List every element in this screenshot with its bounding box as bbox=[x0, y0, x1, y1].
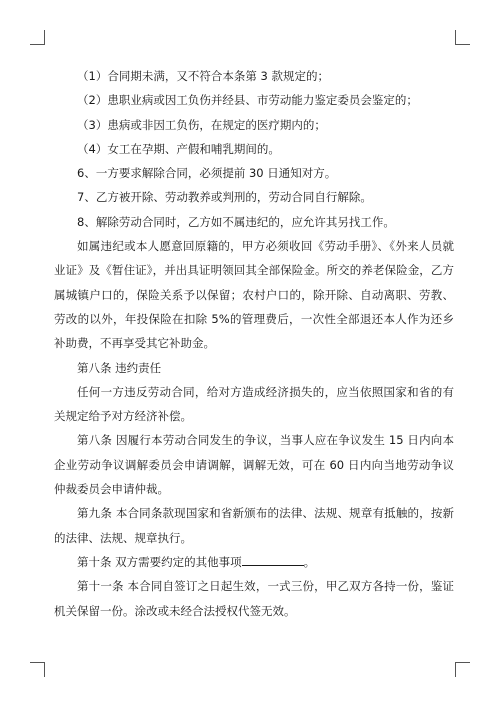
paragraph-clause-7: 7、乙方被开除、劳动教养或判刑的，劳动合同自行解除。 bbox=[77, 190, 372, 205]
fill-in-blank bbox=[242, 553, 304, 566]
crop-mark-bottom-left bbox=[30, 662, 45, 677]
paragraph-dispute: 第八条 因履行本劳动合同发生的争议，当事人应在争议发生 15 日内向本企业劳动争议调解委员会申请调解，调解无效，可在 60 日内向当地劳动争议仲裁委员会申请仲裁。 bbox=[54, 433, 454, 497]
heading-article-8: 第八条 违约责任 bbox=[77, 360, 162, 375]
paragraph-clause-8: 8、解除劳动合同时，乙方如不属违纪的，应允许其另找工作。 bbox=[77, 214, 395, 229]
paragraph-article-9: 第九条 本合同条款现国家和省新颁布的法律、法规、规章有抵触的，按新的法律、法规、规章执行。 bbox=[54, 506, 454, 545]
paragraph-item-1: （1）合同期未满，又不符合本条第 3 款规定的； bbox=[77, 69, 329, 83]
paragraph-item-3: （3）患病或非因工负伤，在规定的医疗期内的； bbox=[77, 117, 326, 132]
paragraph-clause-6: 6、一方要求解除合同，必须提前 30 日通知对方。 bbox=[77, 166, 337, 181]
paragraph-insurance: 如属违纪或本人愿意回原籍的，甲方必须收回《劳动手册》、《外来人员就业证》及《暂住证》，并出具证明领回其全部保险金。所交的养老保险金，乙方属城镇户口的，保险关系予以保留；农村户口的，除开除、自动离职、劳教、劳改的以外，年投保险在扣除 5%的管理费后，一次性全部退还本人作为还乡补助费，不再享受其它补助金。 bbox=[54, 239, 454, 351]
paragraph-item-2: （2）患职业病或因工负伤并经县、市劳动能力鉴定委员会鉴定的； bbox=[77, 93, 418, 108]
crop-mark-top-left bbox=[30, 30, 45, 45]
article-10-end: 。 bbox=[303, 554, 316, 569]
article-10-text: 第十条 双方需要约定的其他事项 bbox=[77, 554, 242, 569]
crop-mark-top-right bbox=[455, 30, 470, 45]
document-page bbox=[54, 64, 454, 623]
paragraph-breach: 任何一方违反劳动合同，给对方造成经济损失的，应当依照国家和省的有关规定给予对方经济补偿。 bbox=[54, 384, 454, 424]
crop-mark-bottom-right bbox=[455, 662, 470, 677]
paragraph-article-11: 第十一条 本合同自签订之日起生效，一式三份，甲乙双方各持一份，鉴证机关保留一份。涂改或未经合法授权代签无效。 bbox=[54, 579, 454, 618]
paragraph-item-4: （4）女工在孕期、产假和哺乳期间的。 bbox=[77, 141, 280, 156]
paragraph-article-10 bbox=[54, 550, 454, 574]
